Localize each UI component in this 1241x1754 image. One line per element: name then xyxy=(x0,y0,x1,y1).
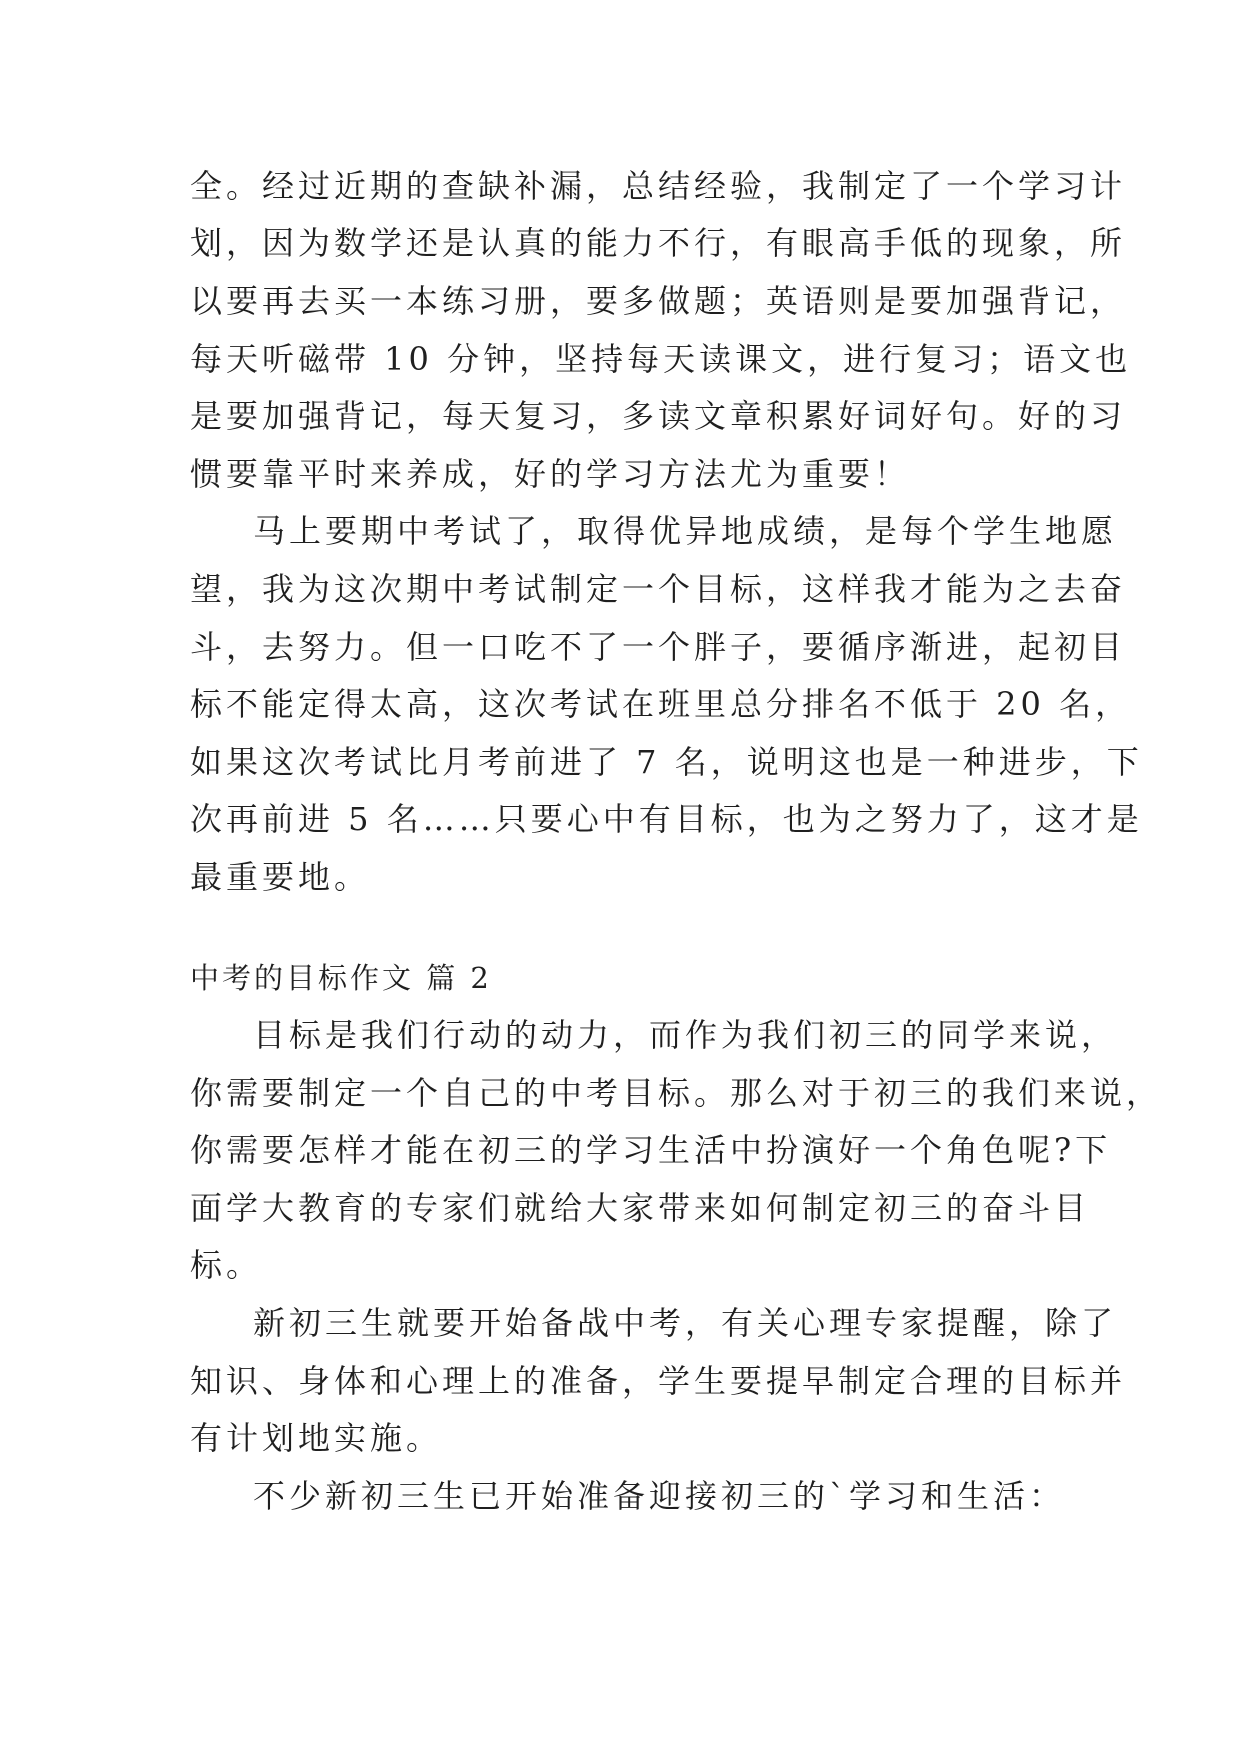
paragraph-line: 不少新初三生已开始准备迎接初三的`学习和生活： xyxy=(253,1477,1066,1515)
paragraph-line: 面学大教育的专家们就给大家带来如何制定初三的奋斗目 xyxy=(190,1189,1091,1227)
paragraph-line: 划，因为数学还是认真的能力不行，有眼高手低的现象，所 xyxy=(190,224,1127,262)
paragraph-line: 标不能定得太高，这次考试在班里总分排名不低于 20 名， xyxy=(190,685,1132,723)
paragraph-line: 最重要地。 xyxy=(190,858,371,896)
paragraph-line: 你需要怎样才能在初三的学习生活中扮演好一个角色呢?下 xyxy=(190,1131,1112,1169)
paragraph-line: 标。 xyxy=(190,1246,263,1284)
paragraph-line: 你需要制定一个自己的中考目标。那么对于初三的我们来说， xyxy=(190,1074,1163,1112)
paragraph-line: 知识、身体和心理上的准备，学生要提早制定合理的目标并 xyxy=(190,1362,1127,1400)
paragraph-line: 是要加强背记，每天复习，多读文章积累好词好句。好的习 xyxy=(190,397,1127,435)
paragraph-line: 新初三生就要开始备战中考，有关心理专家提醒，除了 xyxy=(253,1304,1118,1342)
section-heading: 中考的目标作文 篇 2 xyxy=(190,961,492,995)
paragraph-line: 目标是我们行动的动力，而作为我们初三的同学来说， xyxy=(253,1016,1118,1054)
paragraph-line: 如果这次考试比月考前进了 7 名，说明这也是一种进步，下 xyxy=(190,743,1143,781)
paragraph-line: 次再前进 5 名……只要心中有目标，也为之努力了，这才是 xyxy=(190,800,1143,838)
paragraph-line: 惯要靠平时来养成，好的学习方法尤为重要！ xyxy=(190,455,911,493)
paragraph-line: 斗，去努力。但一口吃不了一个胖子，要循序渐进，起初目 xyxy=(190,628,1127,666)
paragraph-line: 以要再去买一本练习册，要多做题；英语则是要加强背记， xyxy=(190,282,1127,320)
paragraph-line: 马上要期中考试了，取得优异地成绩，是每个学生地愿 xyxy=(253,512,1118,550)
paragraph-line: 全。经过近期的查缺补漏，总结经验，我制定了一个学习计 xyxy=(190,167,1127,205)
paragraph-line: 望，我为这次期中考试制定一个目标，这样我才能为之去奋 xyxy=(190,570,1127,608)
paragraph-line: 有计划地实施。 xyxy=(190,1419,443,1457)
paragraph-line: 每天听磁带 10 分钟，坚持每天读课文，进行复习；语文也 xyxy=(190,340,1132,378)
